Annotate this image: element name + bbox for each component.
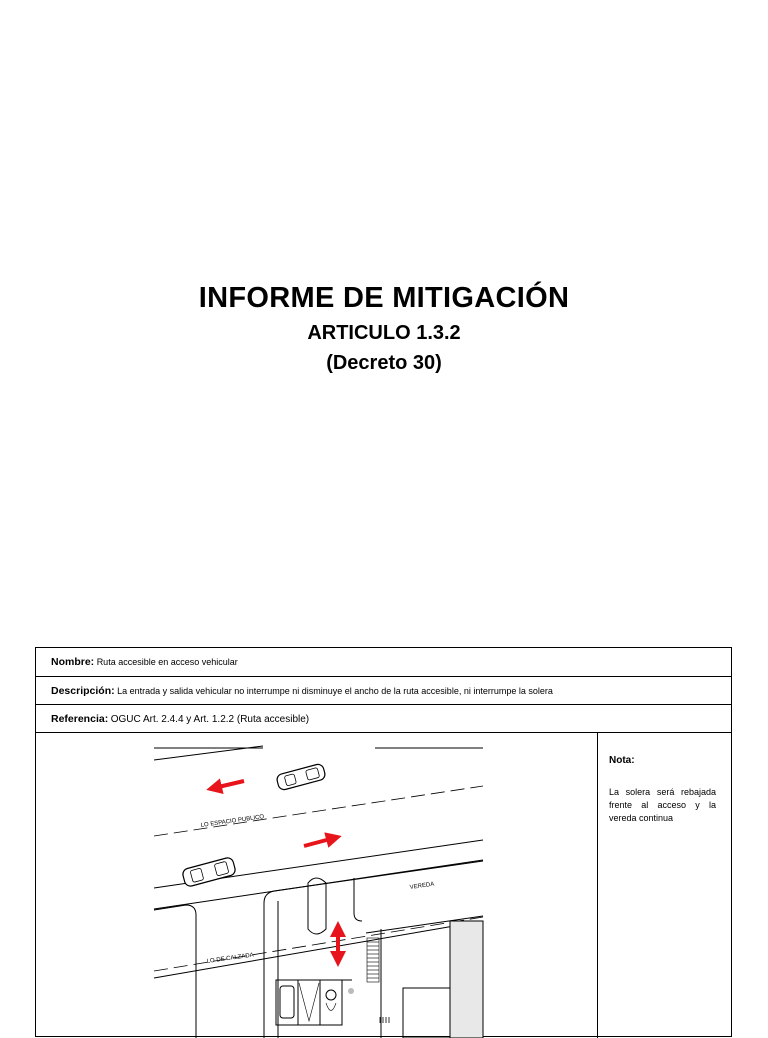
traffic-arrow-right [304,838,334,846]
descripcion-row [36,677,731,705]
referencia-label: Referencia: [51,713,109,725]
traffic-arrow-left [214,781,244,788]
sheet-body [36,733,731,1038]
building-block [450,921,483,1038]
referencia-value: OGUC Art. 2.4.4 y Art. 1.2.2 (Ruta accesible) [110,714,310,725]
car-bottom [182,857,237,888]
site-plan-drawing [36,733,597,1038]
nombre-label: Nombre: [51,656,95,668]
street-label-bottom: LO DE CALZADA [206,952,255,965]
parked-car [280,986,294,1018]
title-block [0,278,768,378]
parking-space [320,980,342,1025]
accessible-symbol [326,990,336,1000]
nombre-row [36,648,731,677]
sidewalk-outline [354,878,362,921]
descripcion-value: La entrada y salida vehicular no interrumpe ni disminuye el ancho de la ruta accesible, ni interrumpe la solera [117,686,553,696]
referencia-row [36,705,731,733]
article-subtitle: ARTICULO 1.3.2 [307,322,461,344]
crossing-bay [308,878,326,934]
column-divider [597,733,598,1038]
page-title: INFORME DE MITIGACIÓN [198,282,570,314]
decree-subtitle: (Decreto 30) [326,352,442,374]
plan-detail [348,988,354,994]
street-centerline [154,917,483,971]
parking-space [299,983,319,1021]
parking-space [326,1003,336,1011]
street-label-top: LO ESPACIO PUBLICO [200,814,265,829]
nombre-value: Ruta accesible en acceso vehicular [96,657,238,667]
parking-space [298,980,320,1025]
note-box [609,755,716,825]
mitigation-sheet [35,647,732,1037]
curb-line [154,921,483,978]
sidewalk-label: VEREDA [409,881,435,891]
car-top [276,763,327,791]
note-title: Nota: [609,755,635,766]
building-block [403,988,450,1038]
stairs-hatch [367,938,379,982]
note-text: La solera será rebajada frente al acceso y la vereda continua [609,787,716,823]
descripcion-label: Descripción: [51,685,115,697]
